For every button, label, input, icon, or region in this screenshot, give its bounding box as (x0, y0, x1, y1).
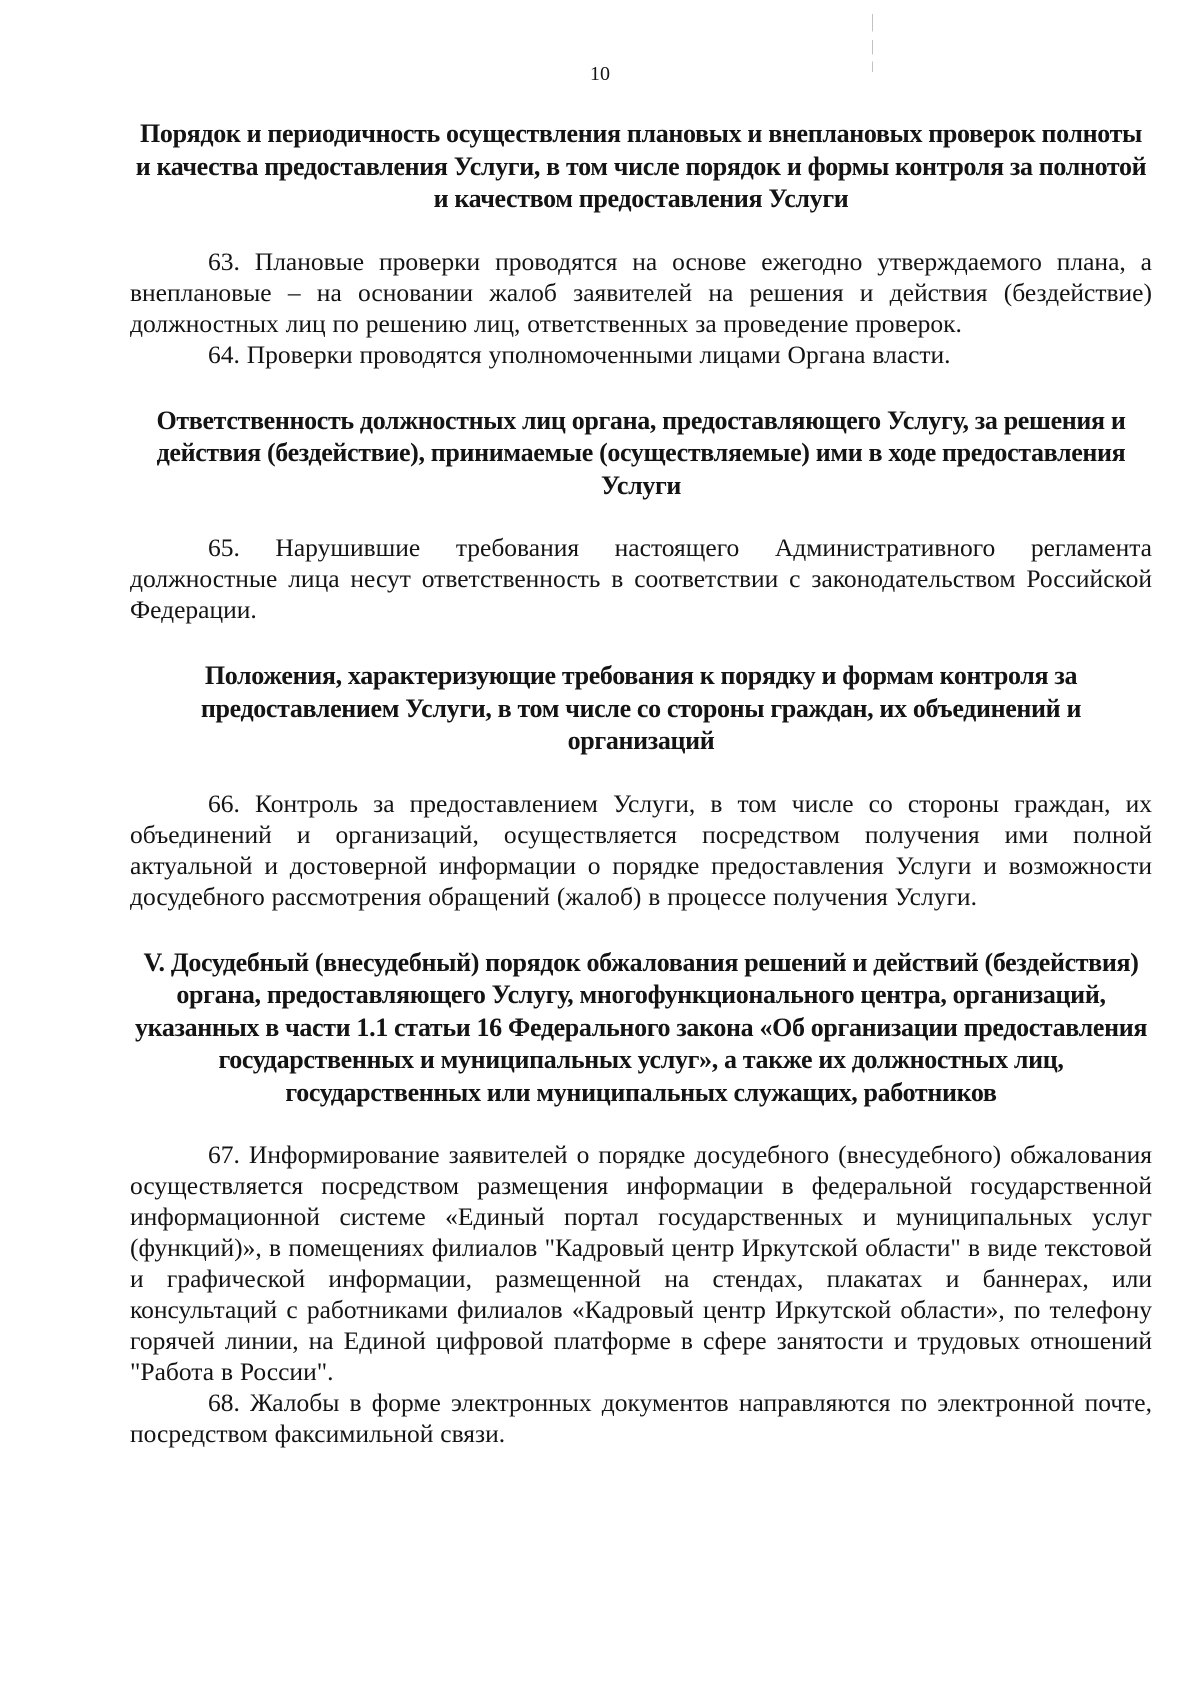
section-heading-control-provisions: Положения, характеризующие требования к порядку и формам контроля за предоставлением Услуги, в том числе со стороны граждан, их объединений и организаций (200, 661, 1082, 755)
paragraph-65: 65. Нарушившие требования настоящего Административного регламента должностные лица несут ответственность в соответствии с законодательством Российской Федерации. (130, 533, 1152, 624)
section-heading-inspections: Порядок и периодичность осуществления плановых и внеплановых проверок полноты и качества предоставления Услуги, в том числе порядок и формы контроля за полнотой и качеством предоставления Услуги (135, 119, 1147, 213)
paragraph-66: 66. Контроль за предоставлением Услуги, в том числе со стороны граждан, их объединений и организаций, осуществляется посредством получения ими полной актуальной и достоверной информации о порядке предоставления Услуги и возможности досудебного рассмотрения обращений (жалоб) в процессе получения Услуги. (130, 788, 1152, 911)
page-number: 10 (590, 63, 610, 85)
paragraph-63: 63. Плановые проверки проводятся на основе ежегодно утверждаемого плана, а внеплановые – на основании жалоб заявителей на решения и действия (бездействие) должностных лиц по решению лиц, ответственных за проведение проверок. (130, 246, 1152, 338)
section-heading-responsibility: Ответственность должностных лиц органа, предоставляющего Услугу, за решения и действия (бездействие), принимаемые (осуществляемые) ими в ходе предоставления Услуги (156, 405, 1126, 500)
paragraph-68: 68. Жалобы в форме электронных документов направляются по электронной почте, посредством факсимильной связи. (130, 1388, 1152, 1448)
section-heading-pretrial-appeal: V. Досудебный (внесудебный) порядок обжалования решений и действий (бездействия) органа, предоставляющего Услугу, многофункционального центра, организаций, указанных в части 1.1 статьи 16 Федерального закона «Об организации предоставления государственных и муниципальных услуг», а также их должностных лиц, государственных или муниципальных служащих, работников (134, 947, 1148, 1107)
paragraph-64: 64. Проверки проводятся уполномоченными лицами Органа власти. (208, 339, 951, 369)
document-body (130, 118, 1152, 1449)
paragraph-67: 67. Информирование заявителей о порядке досудебного (внесудебного) обжалования осуществляется посредством размещения информации в федеральной государственной информационной системе «Единый портал государственных и муниципальных услуг (функций)», в помещениях филиалов "Кадровый центр Иркутской области" в виде текстовой и графической информации, размещенной на стендах, плакатах и баннерах, или консультаций с работниками филиалов «Кадровый центр Иркутской области», по телефону горячей линии, на Единой цифровой платформе в сфере занятости и трудовых отношений "Работа в России". (130, 1140, 1152, 1386)
